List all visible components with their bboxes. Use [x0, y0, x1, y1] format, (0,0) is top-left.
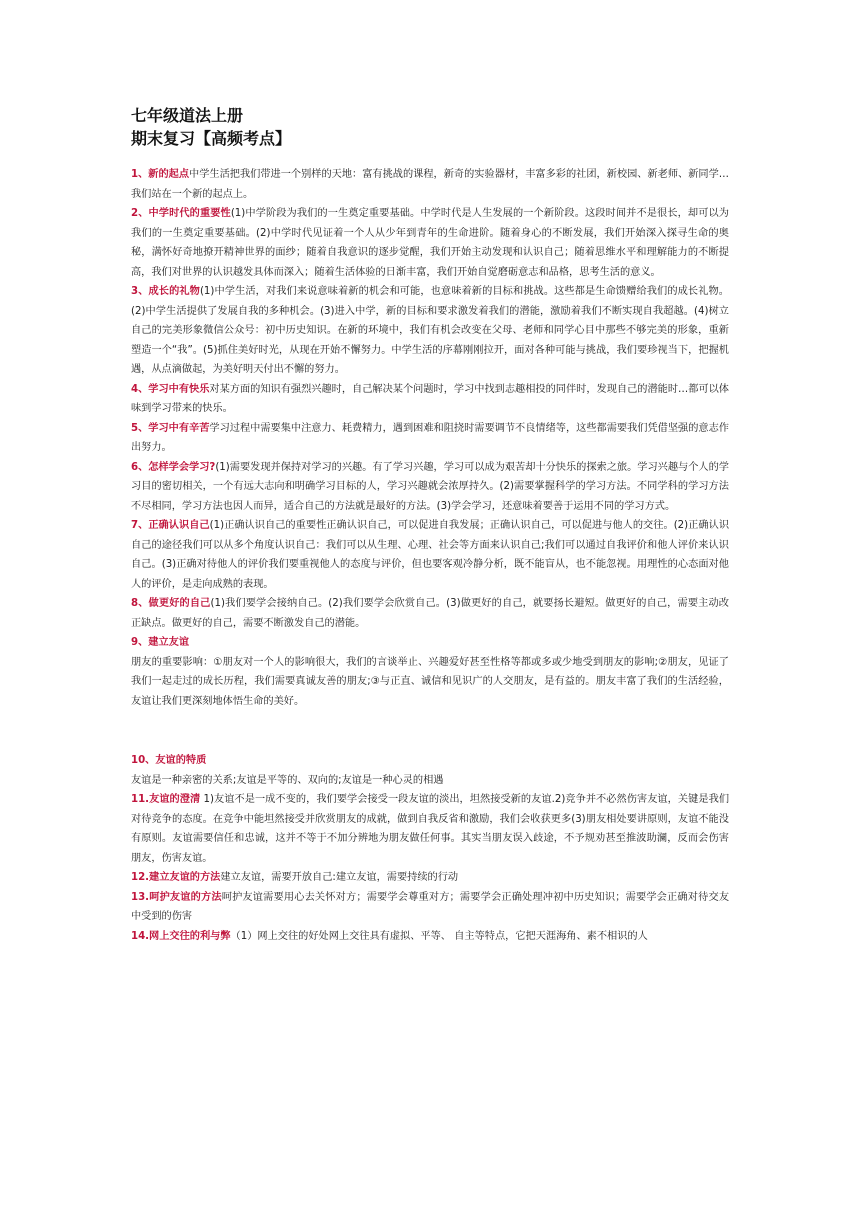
- section-heading: 4、学习中有快乐: [131, 383, 210, 395]
- section-heading: 13.呵护友谊的方法: [131, 891, 222, 903]
- section-heading: 5、学习中有辛苦: [131, 422, 210, 434]
- section-body: (1)需要发现并保持对学习的兴趣。有了学习兴趣，学习可以成为艰苦却十分快乐的探索之旅。学习兴趣与个人的学习目的密切相关，一个有远大志向和明确学习目标的人，学习兴趣就会浓厚持久。(2)需要掌握科学的学习方法。不同学科的学习方法不尽相同，学习方法也因人而异，适合自己的方法就是最好的方法。(3)学会学习，还意味着要善于运用不同的学习方式。: [131, 461, 729, 512]
- section-body: 建立友谊，需要开放自己:建立友谊，需要持续的行动: [220, 872, 459, 883]
- section-5: [131, 419, 729, 458]
- section-body: 1)友谊不是一成不变的，我们要学会接受一段友谊的淡出，坦然接受新的友谊.2)竞争并不必然伤害友谊，关键是我们对待竞争的态度。在竞争中能坦然接受并欣赏朋友的成就，做到自我反省和激励，我们会收获更多(3)朋友相处要讲原则，友谊不能没有原则。友谊需要信任和忠诚，这并不等于不加分辨地为朋友做任何事。其实当朋友误入歧途，不予规劝甚至推波助澜，反而会伤害朋友，伤害友谊。: [131, 794, 730, 864]
- section-heading: 6、怎样学会学习?: [131, 461, 216, 473]
- section-heading: 3、成长的礼物: [131, 286, 200, 297]
- section-6: [131, 458, 729, 517]
- section-11: [131, 790, 729, 868]
- section-body: (1)中学生活，对我们来说意味着新的机会和可能，也意味着新的目标和挑战。这些都是生命馈赠给我们的成长礼物。(2)中学生活提供了发展自我的多种机会。(3)进入中学，新的目标和要求激发着我们的潜能，激励着我们不断实现自我超越。(4)树立自己的完美形象微信公众号：初中历史知识。在新的环境中，我们有机会改变在父母、老师和同学心目中那些不够完美的形象，重新塑造一个“我”。(5)抓住美好时光，从现在开始不懈努力。中学生活的序幕刚刚拉开，面对各种可能与挑战，我们要珍视当下，把握机遇，从点滴做起，为美好明天付出不懈的努力。: [131, 286, 729, 375]
- section-2: [131, 204, 729, 282]
- document-page: [131, 104, 729, 946]
- spacer: [131, 150, 729, 165]
- section-heading: 11.友谊的澄清: [131, 794, 201, 805]
- section-heading: 12.建立友谊的方法: [131, 872, 221, 883]
- section-9-body: 朋友的重要影响：①朋友对一个人的影响很大，我们的言谈举止、兴趣爱好甚至性格等都或多或少地受到朋友的影响;②朋友，见证了我们一起走过的成长历程，我们需要真诚友善的朋友;③与正直、诚信和见识广的人交朋友，是有益的。朋友丰富了我们的生活经验，友谊让我们更深刻地体悟生命的美好。: [131, 656, 729, 707]
- section-body: (1)正确认识自己的重要性正确认识自己，可以促进自我发展；正确认识自己，可以促进与他人的交往。(2)正确认识自己的途径我们可以从多个角度认识自己：我们可以从生理、心理、社会等方面来认识自己;我们可以通过自我评价和他人评价来认识自己。(3)正确对待他人的评价我们要重视他人的态度与评价，但也要客观冷静分析，既不能盲从，也不能忽视。用理性的心态面对他人的评价，是走向成熟的表现。: [131, 520, 730, 590]
- section-10-heading: 10、友谊的特质: [131, 755, 207, 766]
- doc-title-line1: 七年级道法上册: [131, 106, 244, 125]
- doc-title-line2: 期末复习【高频考点】: [131, 129, 292, 148]
- section-body: 对某方面的知识有强烈兴趣时，自己解决某个问题时，学习中找到志趣相投的同伴时，发现自己的潜能时…都可以体味到学习带来的快乐。: [131, 383, 729, 414]
- spacer: [131, 711, 729, 751]
- section-body: (1)我们要学会接纳自己。(2)我们要学会欣赏自己。(3)做更好的自己，就要扬长避短。做更好的自己，需要主动改正缺点。做更好的自己，需要不断激发自己的潜能。: [131, 598, 729, 629]
- section-12: [131, 868, 729, 888]
- section-heading: 8、做更好的自己: [131, 598, 211, 609]
- section-1: [131, 165, 729, 204]
- section-body: (1)中学阶段为我们的一生奠定重要基础。中学时代是人生发展的一个新阶段。这段时间并不是很长，却可以为我们的一生奠定重要基础。(2)中学时代见证着一个人从少年到青年的生命进阶。随着身心的不断发展，我们开始深入探寻生命的奥秘，满怀好奇地撩开精神世界的面纱；随着自我意识的逐步觉醒，我们开始主动发现和认识自己；随着思维水平和理解能力的不断提高，我们对世界的认识越发具体而深入；随着生活体验的日渐丰富，我们开始自觉磨砺意志和品格，思考生活的意义。: [131, 208, 729, 278]
- section-body: 呵护友谊需要用心去关怀对方；需要学会尊重对方；需要学会正确处理冲初中历史知识；需要学会正确对待交友中受到的伤害: [131, 891, 730, 922]
- section-heading: 2、中学时代的重要性: [131, 208, 231, 219]
- section-4: [131, 380, 729, 419]
- section-8: [131, 594, 729, 633]
- section-body: （1）网上交往的好处网上交往具有虚拟、平等、 自主等特点，它把天涯海角、素不相识的人: [230, 930, 648, 942]
- section-body: 学习过程中需要集中注意力、耗费精力，遇到困难和阻挠时需要调节不良情绪等，这些都需要我们凭借坚强的意志作出努力。: [131, 422, 729, 453]
- section-13: [131, 888, 729, 927]
- section-body: 中学生活把我们带进一个别样的天地：富有挑战的课程，新奇的实验器材，丰富多彩的社团，新校园、新老师、新同学…我们站在一个新的起点上。: [131, 169, 729, 200]
- section-10-body: 友谊是一种亲密的关系;友谊是平等的、双向的;友谊是一种心灵的相遇: [131, 774, 444, 786]
- section-heading: 7、正确认识自己: [131, 520, 210, 531]
- section-9-heading: 9、建立友谊: [131, 637, 190, 648]
- section-14: [131, 927, 729, 947]
- section-heading: 14.网上交往的利与弊: [131, 930, 231, 942]
- section-7: [131, 516, 729, 594]
- section-heading: 1、新的起点: [131, 169, 190, 180]
- section-3: [131, 282, 729, 380]
